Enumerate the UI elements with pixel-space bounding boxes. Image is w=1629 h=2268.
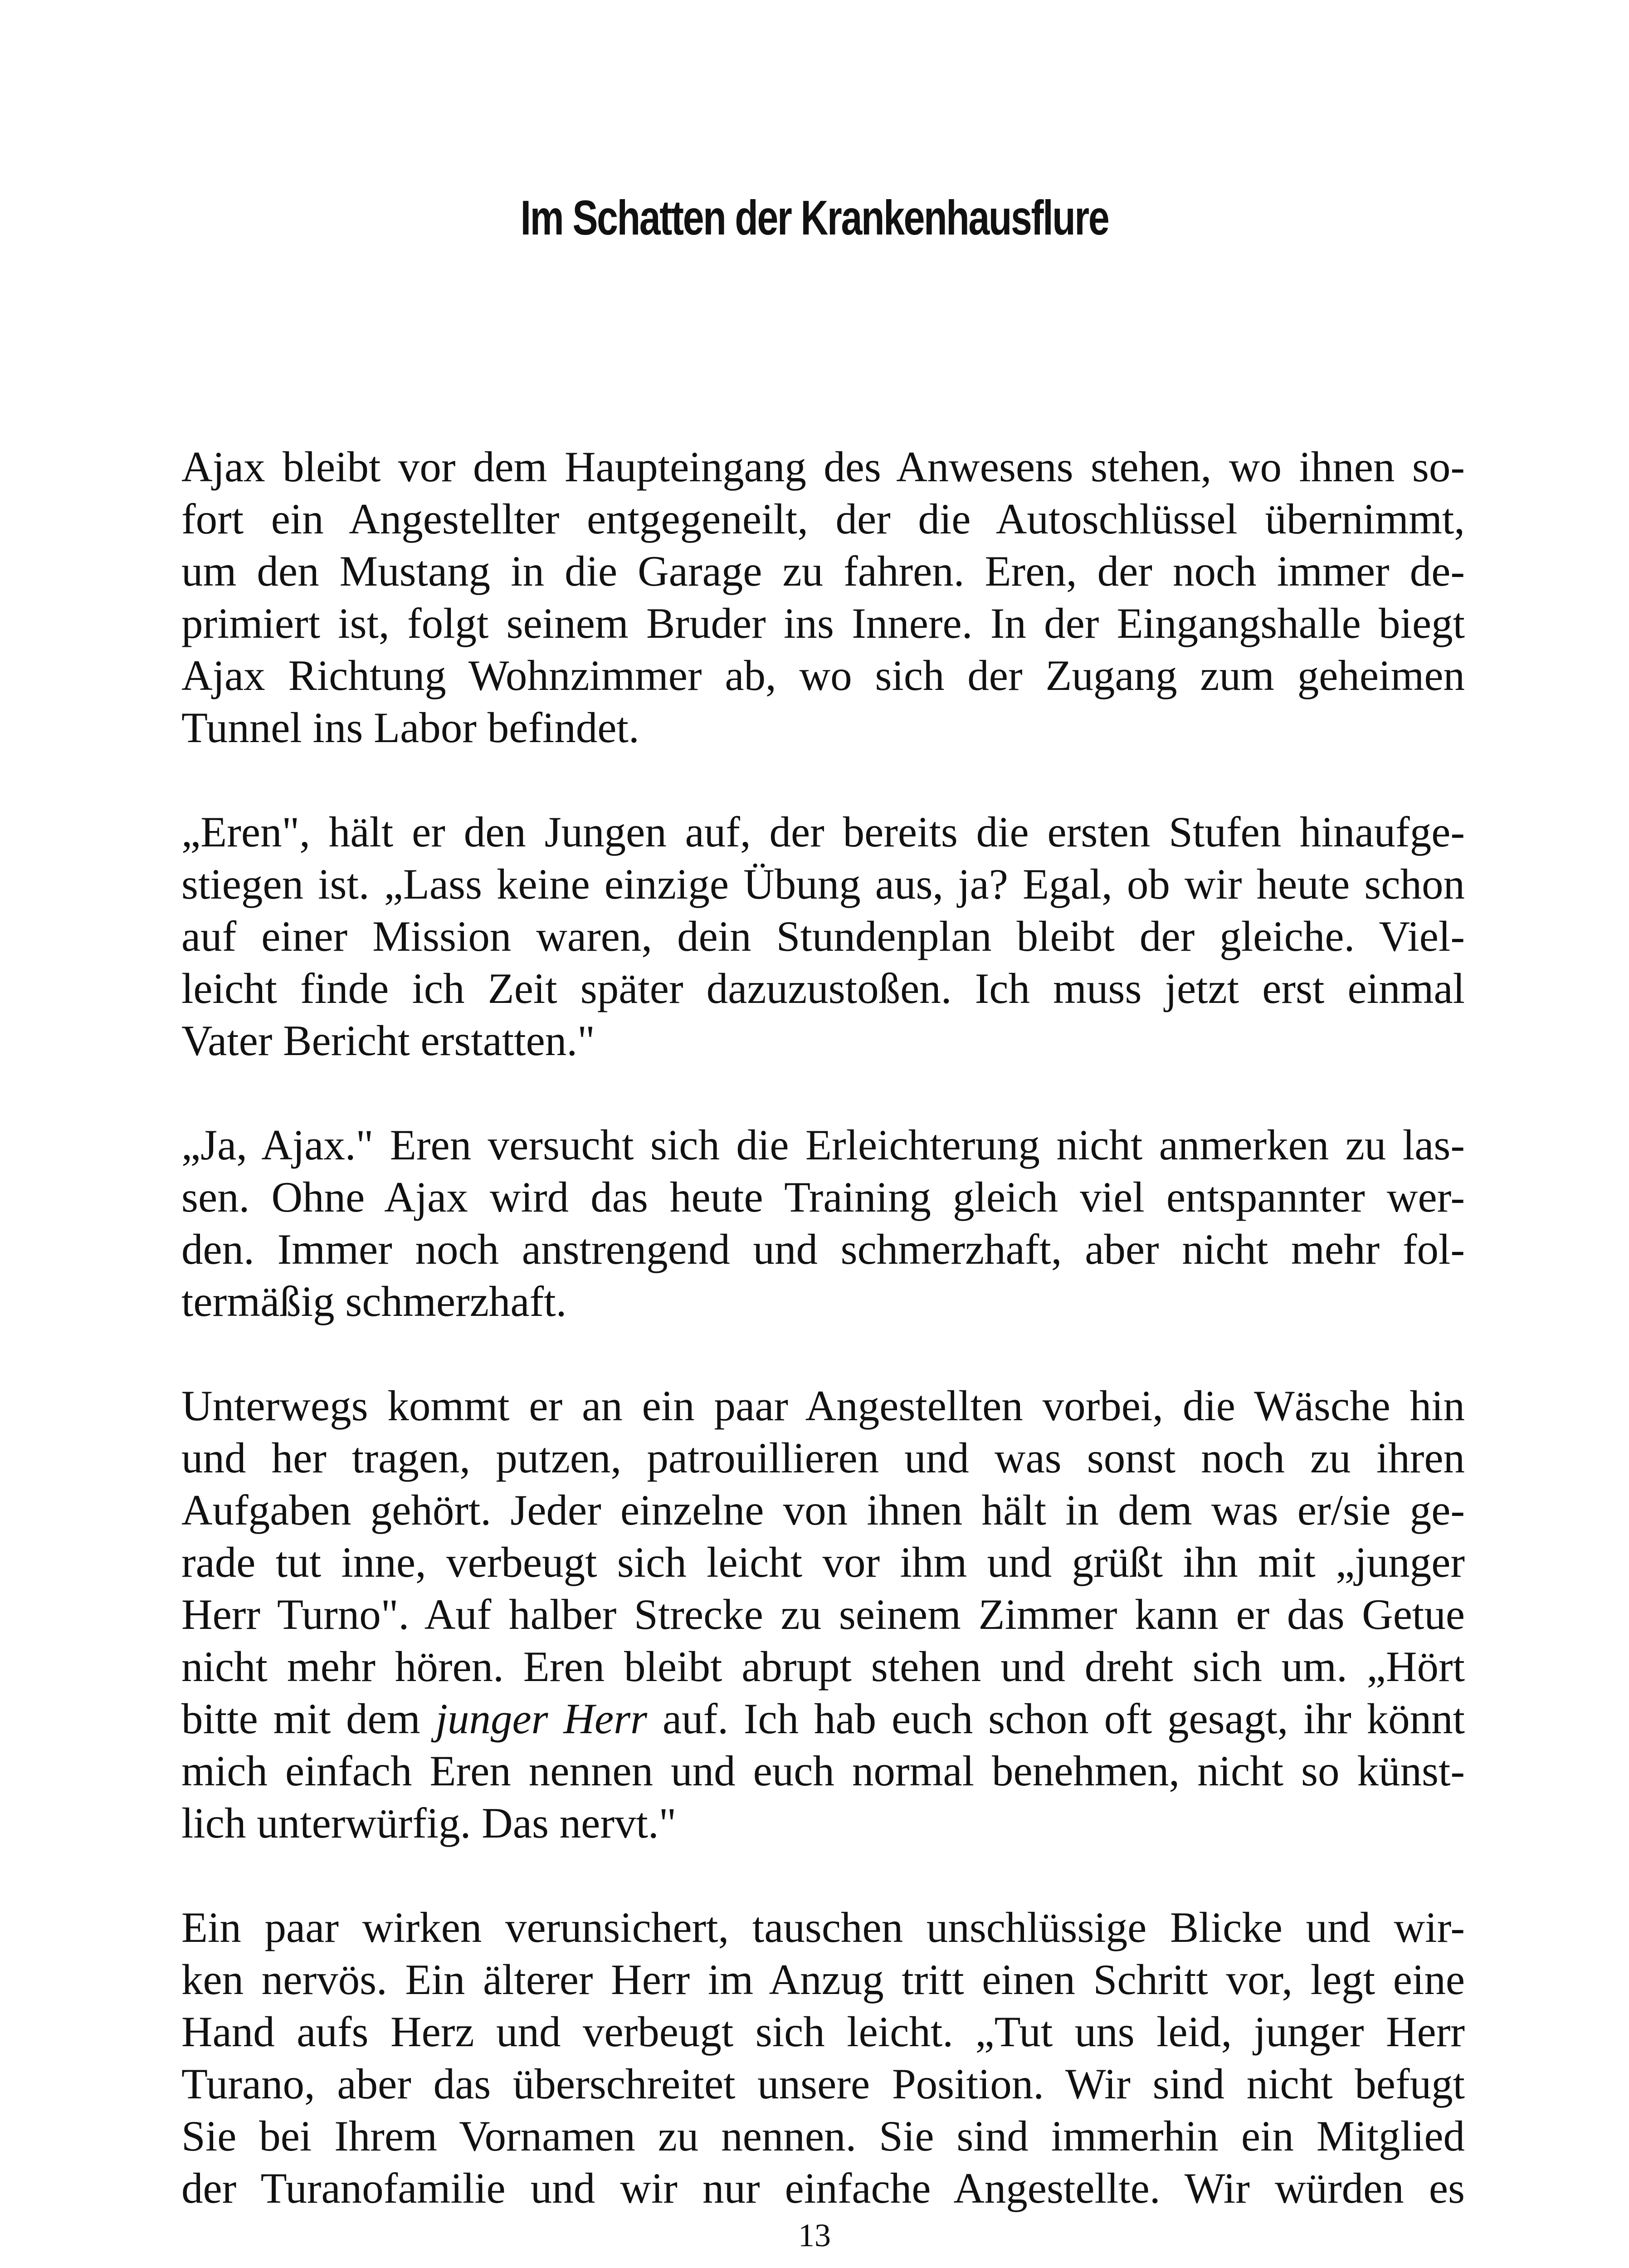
text-line: „Eren", hält er den Jungen auf, der bereits die ersten Stufen hinaufge- (181, 808, 1465, 856)
text-line: ken nervös. Ein älterer Herr im Anzug tritt einen Schritt vor, legt eine (181, 1955, 1465, 2004)
text-line: lich unterwürfig. Das nervt." (181, 1799, 677, 1847)
paragraph-4 (181, 1380, 1465, 1849)
text-line: Aufgaben gehört. Jeder einzelne von ihnen hält in dem was er/sie ge- (181, 1486, 1465, 1534)
paragraph-5 (181, 1901, 1465, 2214)
paragraph-3 (181, 1119, 1465, 1328)
text-line: mich einfach Eren nennen und euch normal benehmen, nicht so künst- (181, 1747, 1465, 1795)
text-line: Ein paar wirken verunsichert, tauschen unschlüssige Blicke und wir- (181, 1903, 1465, 1951)
text-line: sen. Ohne Ajax wird das heute Training gleich viel entspannter wer- (181, 1173, 1465, 1221)
text-line: Unterwegs kommt er an ein paar Angestellten vorbei, die Wäsche hin (181, 1382, 1465, 1430)
text-line: den. Immer noch anstrengend und schmerzhaft, aber nicht mehr fol- (181, 1225, 1465, 1273)
text-line: Turano, aber das überschreitet unsere Position. Wir sind nicht befugt (181, 2060, 1465, 2108)
page-number: 13 (798, 2217, 831, 2253)
text-line: Ajax Richtung Wohnzimmer ab, wo sich der Zugang zum geheimen (181, 651, 1465, 699)
text-line: leicht finde ich Zeit später dazuzustoßen. Ich muss jetzt erst einmal (181, 964, 1465, 1012)
text-line: „Ja, Ajax." Eren versucht sich die Erleichterung nicht anmerken zu las- (181, 1121, 1465, 1169)
paragraph-2 (181, 806, 1465, 1067)
text-line: der Turanofamilie und wir nur einfache Angestellte. Wir würden es (181, 2164, 1465, 2212)
text-line: Ajax bleibt vor dem Haupteingang des Anwesens stehen, wo ihnen so- (181, 443, 1465, 491)
text-line: Sie bei Ihrem Vornamen zu nennen. Sie sind immerhin ein Mitglied (181, 2112, 1465, 2160)
body-text (181, 441, 1465, 2267)
text-line: Herr Turno". Auf halber Strecke zu seinem Zimmer kann er das Getue (181, 1590, 1465, 1638)
italic-phrase: junger Herr (435, 1695, 648, 1743)
text-line: nicht mehr hören. Eren bleibt abrupt stehen und dreht sich um. „Hört (181, 1642, 1465, 1691)
text-line: und her tragen, putzen, patrouillieren und was sonst noch zu ihren (181, 1434, 1465, 1482)
text-segment: auf. Ich hab euch schon oft gesagt, ihr könnt (647, 1695, 1465, 1743)
text-line: termäßig schmerzhaft. (181, 1277, 567, 1325)
text-line: stiegen ist. „Lass keine einzige Übung aus, ja? Egal, ob wir heute schon (181, 860, 1465, 908)
text-line: Tunnel ins Labor befindet. (181, 704, 639, 752)
text-line: um den Mustang in die Garage zu fahren. Eren, der noch immer de- (181, 547, 1465, 595)
text-line: auf einer Mission waren, dein Stundenplan bleibt der gleiche. Viel- (181, 912, 1465, 960)
text-line: Hand aufs Herz und verbeugt sich leicht. „Tut uns leid, junger Herr (181, 2008, 1465, 2056)
text-line: fort ein Angestellter entgegeneilt, der die Autoschlüssel übernimmt, (181, 495, 1465, 543)
text-segment: bitte mit dem (181, 1695, 436, 1743)
chapter-title: Im Schatten der Krankenhausflure (520, 190, 1109, 245)
paragraph-1 (181, 441, 1465, 754)
text-line: Vater Bericht erstatten." (181, 1017, 595, 1065)
text-line-with-italic (181, 1693, 1465, 1745)
text-line: rade tut inne, verbeugt sich leicht vor ihm und grüßt ihn mit „junger (181, 1538, 1465, 1586)
text-line: primiert ist, folgt seinem Bruder ins Innere. In der Eingangshalle biegt (181, 599, 1465, 647)
